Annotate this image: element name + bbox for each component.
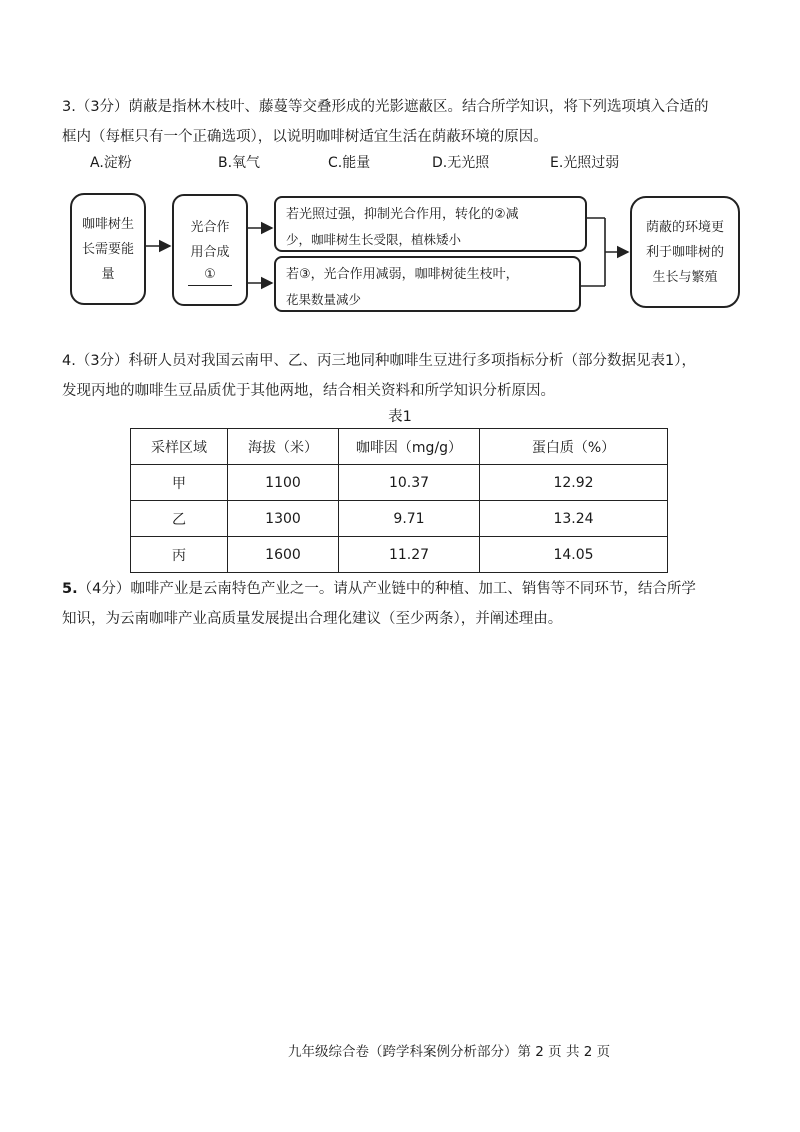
table-row bbox=[131, 501, 668, 537]
page-footer: 九年级综合卷（跨学科案例分析部分）第 2 页 共 2 页 bbox=[288, 1044, 611, 1060]
cell-region: 乙 bbox=[131, 501, 228, 537]
q5-line1-text: （4分）咖啡产业是云南特色产业之一。请从产业链中的种植、加工、销售等不同环节，结合所学 bbox=[77, 581, 696, 597]
cell-caffeine: 9.71 bbox=[339, 501, 480, 537]
cell-protein: 14.05 bbox=[480, 537, 668, 573]
cell-region: 甲 bbox=[131, 465, 228, 501]
option-a: A.淀粉 bbox=[90, 155, 132, 171]
box-conclusion-text: 荫蔽的环境更利于咖啡树的生长与繁殖 bbox=[645, 219, 724, 285]
q4-line1: 4.（3分）科研人员对我国云南甲、乙、丙三地同种咖啡生豆进行多项指标分析（部分数据见表1）， bbox=[62, 353, 697, 369]
q4-line2: 发现丙地的咖啡生豆品质优于其他两地，结合相关资料和所学知识分析原因。 bbox=[62, 383, 555, 399]
cell-protein: 12.92 bbox=[480, 465, 668, 501]
q5-line1 bbox=[62, 574, 752, 604]
option-c: C.能量 bbox=[328, 155, 371, 171]
q3-line1: 3.（3分）荫蔽是指林木枝叶、藤蔓等交叠形成的光影遮蔽区。结合所学知识，将下列选项填入合适的 bbox=[62, 99, 709, 115]
option-e: E.光照过弱 bbox=[550, 155, 620, 171]
box-strong-light-line2: 少，咖啡树生长受限，植株矮小 bbox=[286, 232, 462, 247]
header-protein: 蛋白质（%） bbox=[480, 429, 668, 465]
q5-line2: 知识，为云南咖啡产业高质量发展提出合理化建议（至少两条），并阐述理由。 bbox=[62, 611, 563, 627]
table-header-row bbox=[131, 429, 668, 465]
box-weak-light-line1: 若③，光合作用减弱，咖啡树徒生枝叶， bbox=[286, 267, 519, 282]
option-b: B.氧气 bbox=[218, 155, 261, 171]
box-strong-light-line1: 若光照过强，抑制光合作用，转化的②减 bbox=[286, 207, 519, 222]
data-table bbox=[130, 428, 668, 573]
cell-caffeine: 10.37 bbox=[339, 465, 480, 501]
table-row bbox=[131, 537, 668, 573]
cell-altitude: 1600 bbox=[228, 537, 339, 573]
header-altitude: 海拔（米） bbox=[228, 429, 339, 465]
blank-1: ① bbox=[188, 265, 232, 286]
box-energy-need-text: 咖啡树生长需要能量 bbox=[82, 216, 135, 282]
box-weak-light bbox=[274, 256, 581, 312]
box-strong-light bbox=[274, 196, 587, 252]
question-4 bbox=[62, 346, 752, 406]
question-5 bbox=[62, 574, 752, 634]
table-caption: 表1 bbox=[388, 409, 412, 425]
header-caffeine: 咖啡因（mg/g） bbox=[339, 429, 480, 465]
header-region: 采样区域 bbox=[131, 429, 228, 465]
cell-caffeine: 11.27 bbox=[339, 537, 480, 573]
cell-altitude: 1300 bbox=[228, 501, 339, 537]
box-weak-light-line2: 花果数量减少 bbox=[286, 292, 362, 307]
cell-region: 丙 bbox=[131, 537, 228, 573]
q3-line2: 框内（每框只有一个正确选项），以说明咖啡树适宜生活在荫蔽环境的原因。 bbox=[62, 129, 548, 145]
table-row bbox=[131, 465, 668, 501]
box-photosynthesis-line2: 用合成 bbox=[190, 244, 230, 260]
box-conclusion bbox=[630, 196, 740, 308]
cell-altitude: 1100 bbox=[228, 465, 339, 501]
q5-number: 5. bbox=[62, 581, 78, 597]
box-photosynthesis bbox=[172, 194, 248, 306]
cell-protein: 13.24 bbox=[480, 501, 668, 537]
box-energy-need bbox=[70, 193, 146, 305]
option-d: D.无光照 bbox=[432, 155, 490, 171]
box-photosynthesis-line1: 光合作 bbox=[190, 219, 230, 235]
